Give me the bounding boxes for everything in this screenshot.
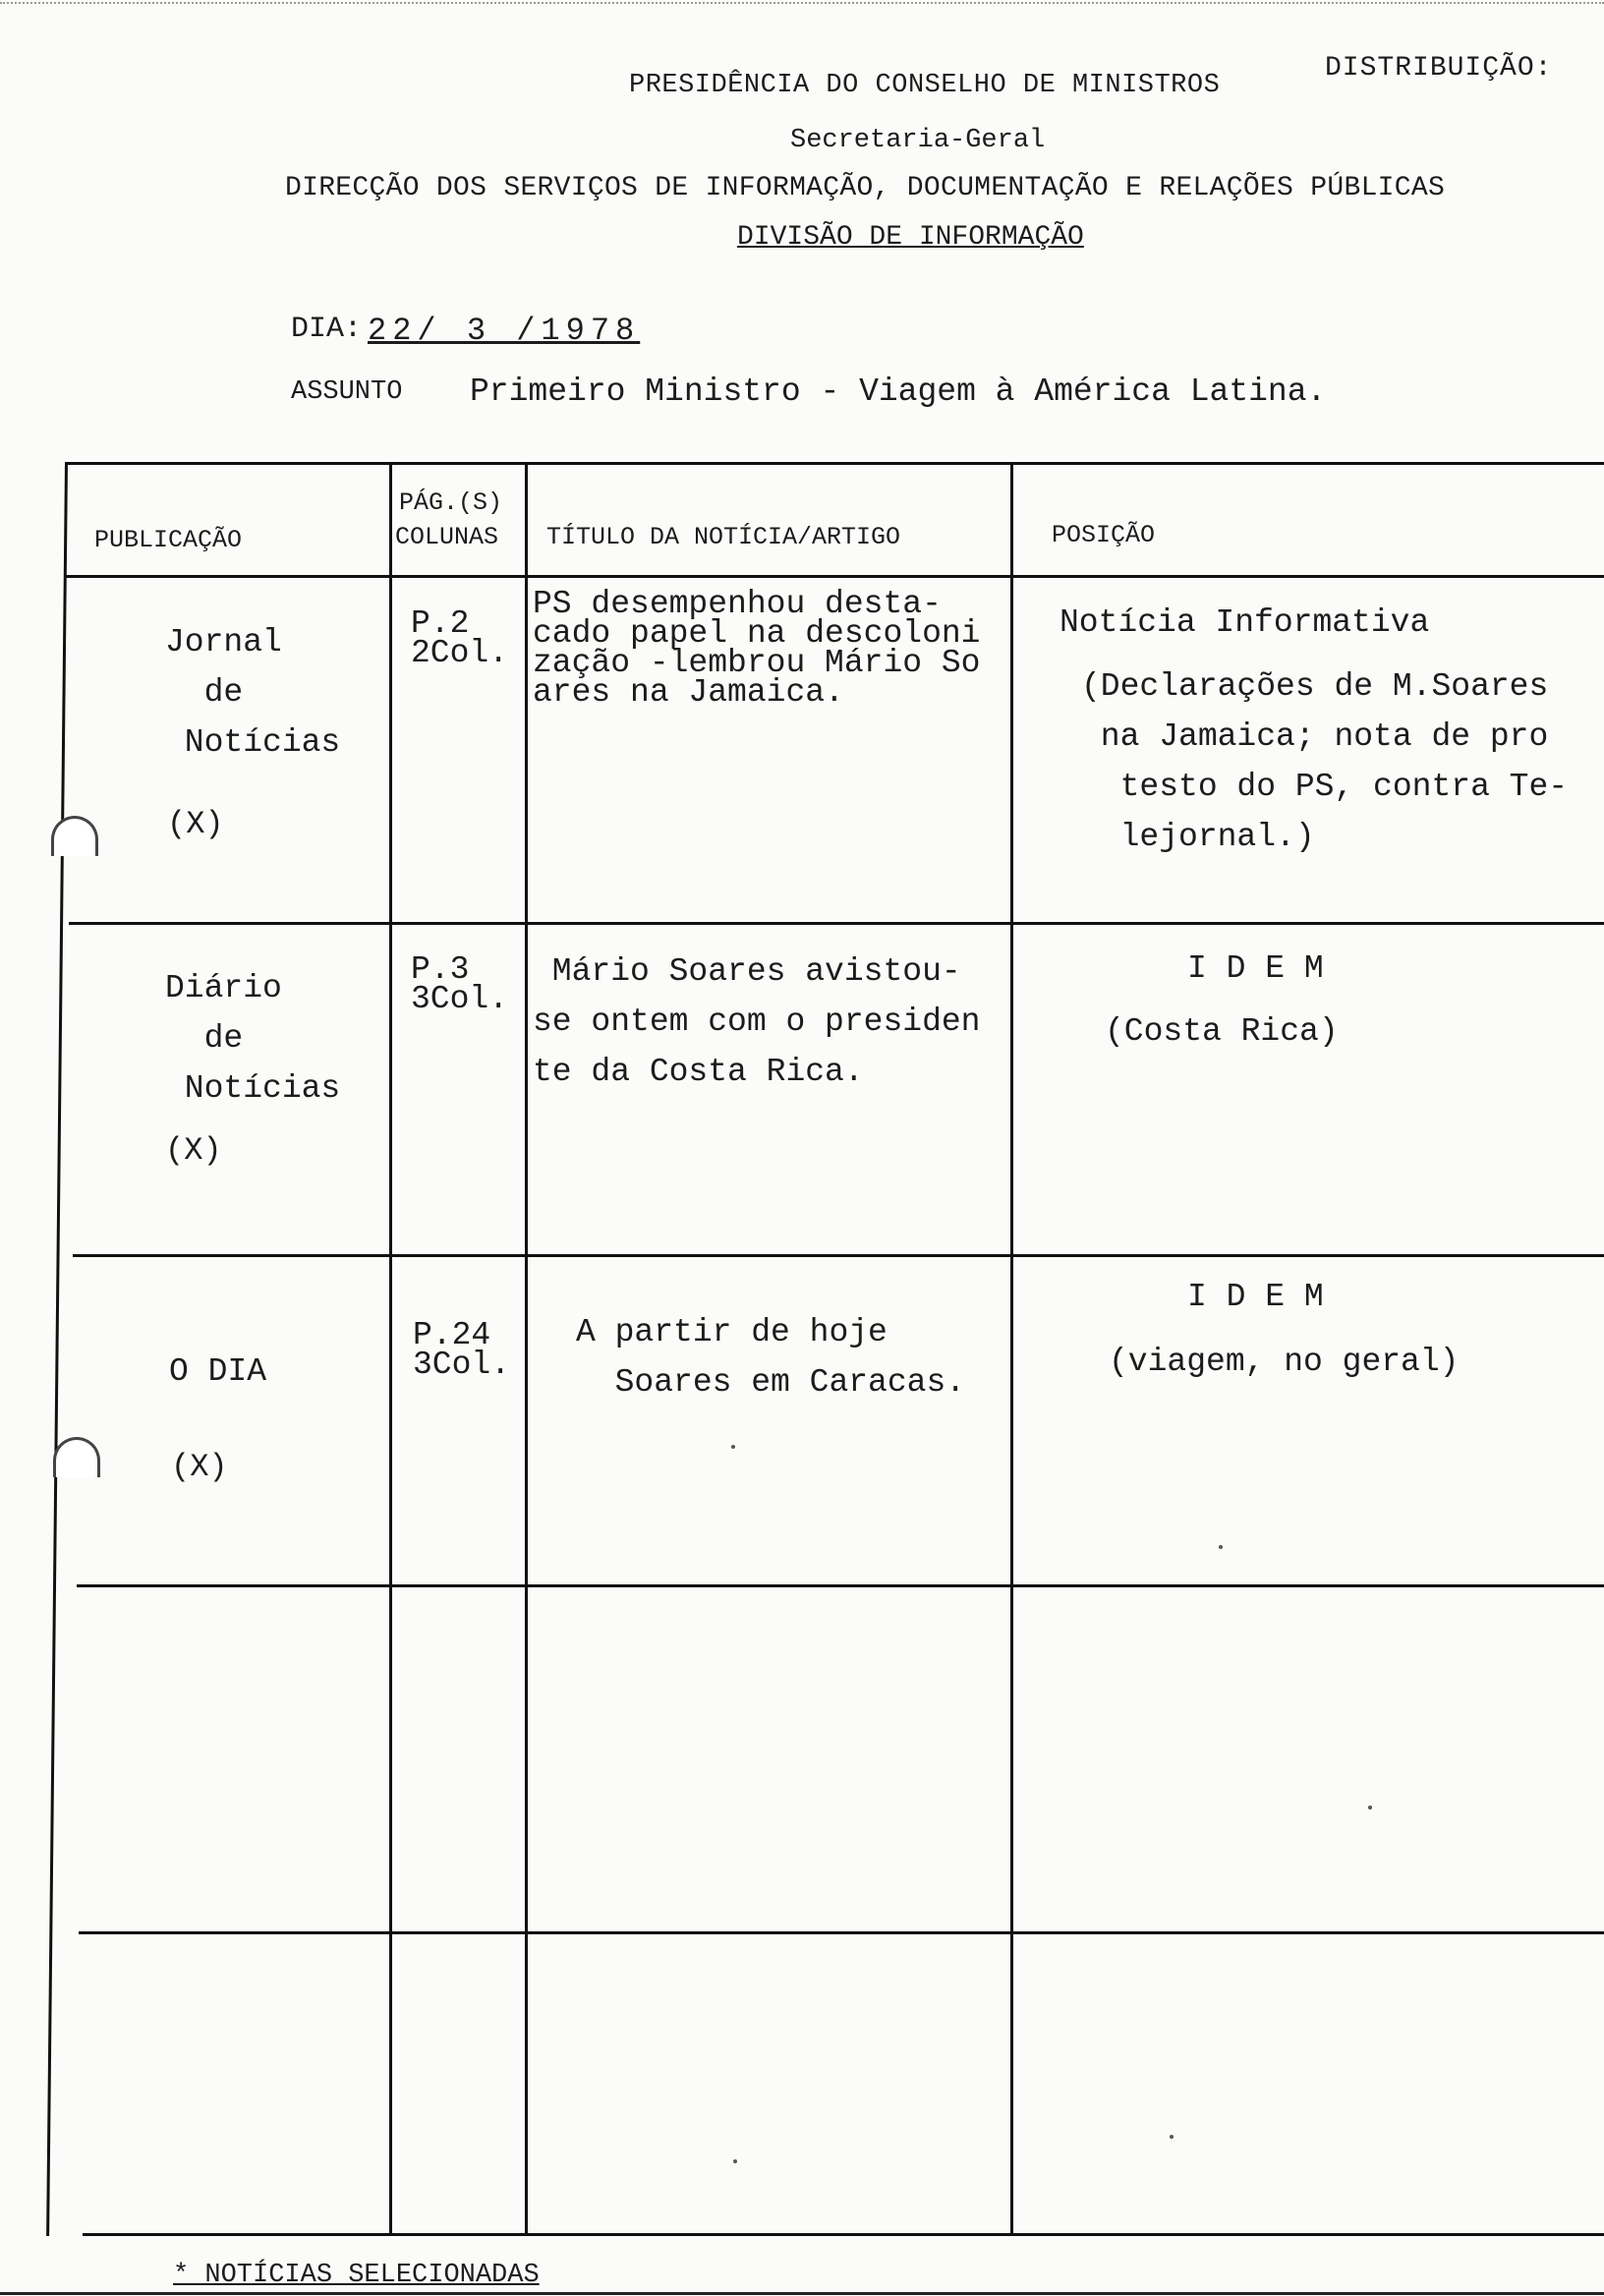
date-label: DIA: xyxy=(291,313,363,346)
directorate-title: DIRECÇÃO DOS SERVIÇOS DE INFORMAÇÃO, DOCUMENTAÇÃO E RELAÇÕES PÚBLICAS xyxy=(285,173,1446,203)
row-2-position: I D E M xyxy=(1187,950,1324,987)
row-3-position: I D E M xyxy=(1187,1279,1324,1315)
header-title: TÍTULO DA NOTÍCIA/ARTIGO xyxy=(546,523,901,551)
header-columns: COLUNAS xyxy=(395,523,499,551)
row-3-publication: O DIA xyxy=(169,1353,267,1390)
top-edge-line xyxy=(0,2,1604,4)
subject-value: Primeiro Ministro - Viagem à América Latina. xyxy=(470,373,1327,410)
row-divider xyxy=(73,1254,1604,1257)
footer-note: * NOTÍCIAS SELECIONADAS xyxy=(173,2261,540,2290)
row-1-title: PS desempenhou desta- cado papel na descoloni zação -lembrou Mário So ares na Jamaica. xyxy=(533,586,981,711)
row-1-publication: Jornal de Notícias xyxy=(165,624,341,761)
scan-speck xyxy=(1219,1545,1223,1549)
table-bottom-border xyxy=(83,2233,1604,2236)
row-1-position: Notícia Informativa xyxy=(1060,604,1430,641)
column-divider xyxy=(525,462,528,2236)
header-bottom-border xyxy=(65,575,1604,578)
subject-label: ASSUNTO xyxy=(291,377,403,407)
row-1-pages: P.2 2Col. xyxy=(411,605,509,671)
secretariat-title: Secretaria-Geral xyxy=(790,126,1046,155)
binder-hole-icon xyxy=(53,1437,100,1477)
row-2-pages: P.3 3Col. xyxy=(411,951,509,1017)
row-2-publication: Diário de Notícias xyxy=(165,970,341,1107)
row-2-title: Mário Soares avistou- se ontem com o presiden te da Costa Rica. xyxy=(533,953,981,1090)
row-2-mark: (X) xyxy=(165,1132,222,1169)
ministry-title: PRESIDÊNCIA DO CONSELHO DE MINISTROS xyxy=(629,71,1221,100)
scan-speck xyxy=(1368,1806,1372,1809)
distribution-label: DISTRIBUIÇÃO: xyxy=(1325,53,1553,84)
column-divider xyxy=(1010,462,1013,2236)
header-pages: PÁG.(S) xyxy=(399,488,503,517)
scan-speck xyxy=(731,1445,735,1449)
row-2-position-detail: (Costa Rica) xyxy=(1105,1013,1339,1050)
column-divider xyxy=(389,462,392,2236)
division-title: DIVISÃO DE INFORMAÇÃO xyxy=(737,222,1084,253)
row-divider xyxy=(79,1931,1604,1934)
row-3-title: A partir de hoje Soares em Caracas. xyxy=(576,1314,966,1401)
row-3-pages: P.24 3Col. xyxy=(413,1317,511,1383)
bottom-edge-line xyxy=(0,2292,1604,2295)
date-value: 22/ 3 /1978 xyxy=(368,313,641,349)
row-divider xyxy=(77,1584,1604,1587)
table-top-border xyxy=(65,462,1604,465)
row-1-position-detail: (Declarações de M.Soares na Jamaica; nota de pro testo do PS, contra Te- lejornal.) xyxy=(1081,668,1569,855)
header-publication: PUBLICAÇÃO xyxy=(94,526,243,554)
scan-speck xyxy=(733,2159,737,2163)
row-1-mark: (X) xyxy=(167,806,224,842)
row-divider xyxy=(69,922,1604,925)
scan-speck xyxy=(1170,2135,1174,2139)
table-left-border xyxy=(46,462,68,2236)
header-position: POSIÇÃO xyxy=(1052,521,1156,549)
binder-hole-icon xyxy=(51,816,98,856)
row-3-mark: (X) xyxy=(171,1449,228,1485)
row-3-position-detail: (viagem, no geral) xyxy=(1109,1344,1460,1380)
